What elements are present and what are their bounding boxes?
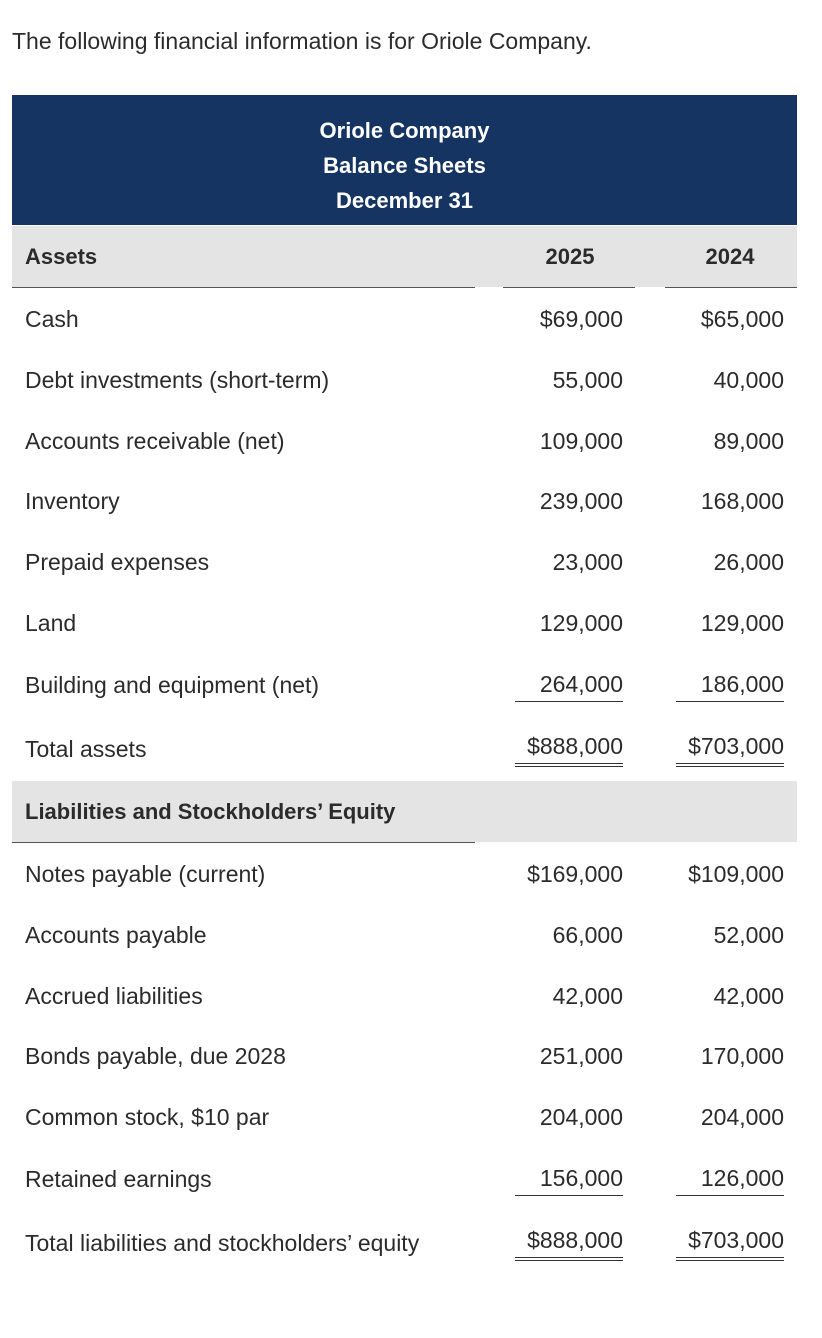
asset-label: Land [25,610,77,636]
statement-title [247,113,562,218]
liability-value-2024: 42,000 [713,983,784,1009]
intro-text: The following financial information is for Oriole Company. [12,28,592,54]
asset-value-2024: 168,000 [700,488,784,514]
year-2025-header-rule [503,287,635,288]
liabilities-header-rule [12,842,475,843]
liability-label: Accrued liabilities [25,983,203,1009]
year-2024-heading: 2024 [705,244,755,269]
liability-label: Accounts payable [25,922,207,948]
subtotal-rule-2024 [676,701,784,702]
total-assets-2025: $888,000 [527,733,623,759]
statement-header [12,95,797,225]
subtotal-rule-2024 [676,1195,784,1196]
liability-label: Notes payable (current) [25,861,266,887]
asset-value-2024: $65,000 [700,306,784,332]
statement-date: December 31 [336,188,473,213]
asset-label: Inventory [25,488,120,514]
total-double-rule-2024 [676,763,784,767]
asset-label: Cash [25,306,79,332]
asset-label: Building and equipment (net) [25,672,320,698]
asset-value-2025: 55,000 [552,367,623,393]
asset-value-2025: 109,000 [539,428,623,454]
total-double-rule-2025 [515,763,623,767]
assets-heading: Assets [25,244,98,269]
asset-value-2024: 40,000 [713,367,784,393]
asset-value-2024: 129,000 [700,610,784,636]
liability-value-2025: 156,000 [539,1165,623,1191]
company-name: Oriole Company [319,118,490,143]
liability-value-2025: 42,000 [552,983,623,1009]
liability-value-2024: 126,000 [700,1165,784,1191]
total-double-rule-2024 [676,1257,784,1261]
asset-value-2025: 23,000 [552,549,623,575]
asset-value-2024: 186,000 [700,671,784,697]
total-liabilities-equity-2025: $888,000 [527,1227,623,1253]
liability-value-2024: 170,000 [700,1043,784,1069]
liability-label: Common stock, $10 par [25,1104,270,1130]
liability-value-2025: 251,000 [539,1043,623,1069]
asset-value-2024: 89,000 [713,428,784,454]
year-2025-heading: 2025 [545,244,595,269]
liability-label: Bonds payable, due 2028 [25,1043,286,1069]
asset-label: Prepaid expenses [25,549,210,575]
total-liabilities-equity-label: Total liabilities and stockholders’ equity [25,1230,420,1256]
subtotal-rule-2025 [515,701,623,702]
statement-name: Balance Sheets [323,153,486,178]
year-2024-header-rule [665,287,797,288]
liability-label: Retained earnings [25,1166,212,1192]
total-liabilities-equity-2024: $703,000 [688,1227,784,1253]
asset-value-2025: 264,000 [539,671,623,697]
total-double-rule-2025 [515,1257,623,1261]
asset-value-2025: 239,000 [539,488,623,514]
asset-label: Accounts receivable (net) [25,428,285,454]
liability-value-2024: 204,000 [700,1104,784,1130]
liability-value-2025: $169,000 [527,861,623,887]
asset-value-2025: $69,000 [539,306,623,332]
liability-value-2024: 52,000 [713,922,784,948]
asset-value-2024: 26,000 [713,549,784,575]
asset-label: Debt investments (short-term) [25,367,330,393]
total-assets-2024: $703,000 [688,733,784,759]
total-assets-label: Total assets [25,736,147,762]
liability-value-2025: 66,000 [552,922,623,948]
asset-value-2025: 129,000 [539,610,623,636]
liability-value-2025: 204,000 [539,1104,623,1130]
liability-value-2024: $109,000 [688,861,784,887]
liabilities-heading: Liabilities and Stockholders’ Equity [25,799,396,824]
subtotal-rule-2025 [515,1195,623,1196]
assets-header-rule [12,287,475,288]
